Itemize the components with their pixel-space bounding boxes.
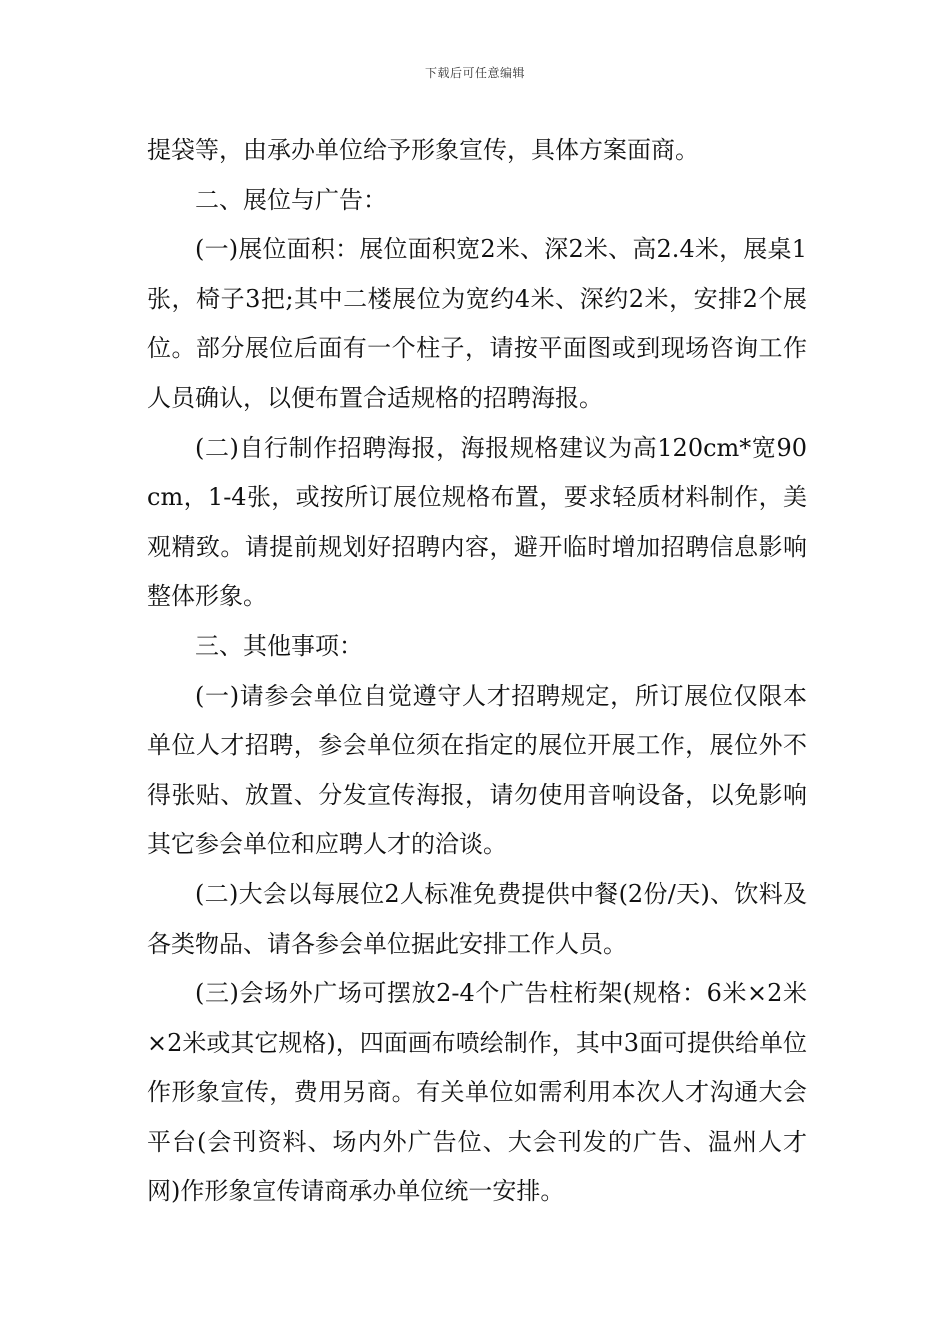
section-heading-booth-and-ads: 二、展位与广告： xyxy=(195,185,387,214)
paragraph-meals: (二)大会以每展位2人标准免费提供中餐(2份/天)、饮料及各类物品、请各参会单位据此安排工作人员。 xyxy=(147,879,807,958)
paragraph-continuation: 提袋等，由承办单位给予形象宣传，具体方案面商。 xyxy=(147,136,699,164)
document-body xyxy=(147,126,807,1217)
section-heading-other-matters: 三、其他事项： xyxy=(195,631,363,660)
paragraph-poster: (二)自行制作招聘海报，海报规格建议为高120cm*宽90cm，1-4张，或按所订展位规格布置，要求轻质材料制作，美观精致。请提前规划好招聘内容，避开临时增加招聘信息影响整体形象。 xyxy=(147,433,807,611)
paragraph-booth-area: (一)展位面积：展位面积宽2米、深2米、高2.4米，展桌1张，椅子3把;其中二楼展位为宽约4米、深约2米，安排2个展位。部分展位后面有一个柱子，请按平面图或到现场咨询工作人员确认，以便布置合适规格的招聘海报。 xyxy=(147,235,807,412)
page-header: 下载后可任意编辑 xyxy=(424,66,525,80)
paragraph-rules: (一)请参会单位自觉遵守人才招聘规定，所订展位仅限本单位人才招聘，参会单位须在指定的展位开展工作，展位外不得张贴、放置、分发宣传海报，请勿使用音响设备，以免影响其它参会单位和应聘人才的洽谈。 xyxy=(147,681,807,859)
paragraph-truss-ads: (三)会场外广场可摆放2-4个广告柱桁架(规格：6米×2米×2米或其它规格)，四面画布喷绘制作，其中3面可提供给单位作形象宣传，费用另商。有关单位如需利用本次人才沟通大会平台(会刊资料、场内外广告位、大会刊发的广告、温州人才网)作形象宣传请商承办单位统一安排。 xyxy=(147,979,808,1206)
